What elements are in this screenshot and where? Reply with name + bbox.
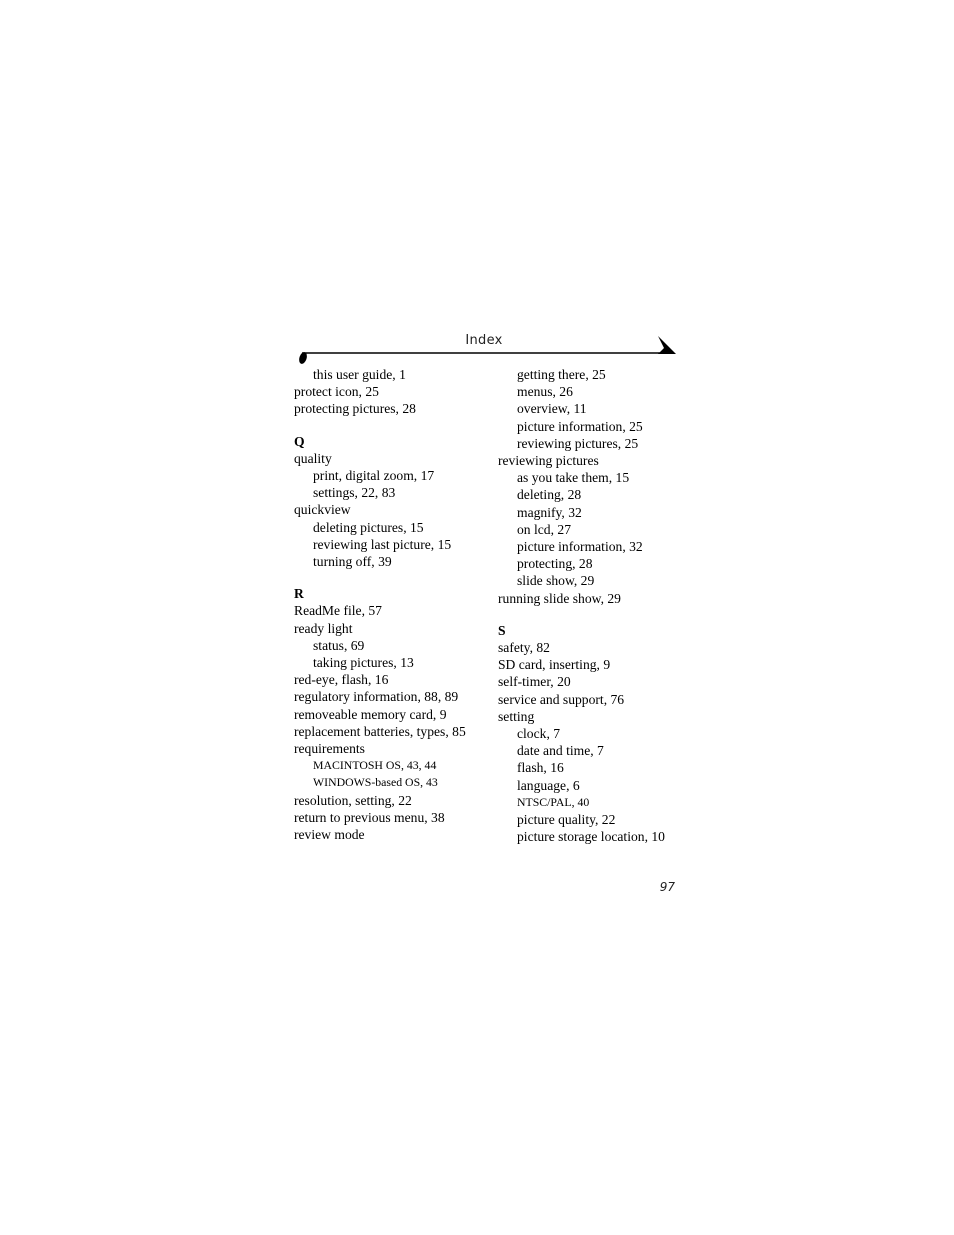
section-gap bbox=[498, 607, 698, 622]
section-gap bbox=[294, 418, 494, 433]
index-column-right bbox=[498, 366, 698, 845]
index-subentry: status, 69 bbox=[313, 637, 365, 653]
index-entry: regulatory information, 88, 89 bbox=[294, 689, 459, 705]
index-subentry: date and time, 7 bbox=[517, 743, 604, 759]
index-entry: self-timer, 20 bbox=[498, 674, 571, 690]
index-subentry: flash, 16 bbox=[517, 760, 564, 776]
index-entry: resolution, setting, 22 bbox=[294, 792, 412, 808]
index-entry: protecting pictures, 28 bbox=[294, 401, 416, 417]
index-entry: service and support, 76 bbox=[498, 691, 625, 707]
index-column-left bbox=[294, 366, 494, 843]
index-subentry: language, 6 bbox=[517, 777, 580, 793]
index-entry: ready light bbox=[294, 620, 353, 636]
index-subentry: WINDOWS-based OS, 43 bbox=[313, 775, 438, 790]
index-entry: review mode bbox=[294, 827, 365, 843]
index-subentry: on lcd, 27 bbox=[517, 521, 571, 537]
section-letter: R bbox=[294, 586, 304, 602]
index-subentry: print, digital zoom, 17 bbox=[313, 468, 435, 484]
index-subentry: overview, 11 bbox=[517, 401, 587, 417]
index-subentry: deleting, 28 bbox=[517, 487, 582, 503]
index-subentry: settings, 22, 83 bbox=[313, 485, 396, 501]
index-subentry: protecting, 28 bbox=[517, 556, 593, 572]
index-entry: removeable memory card, 9 bbox=[294, 706, 447, 722]
index-entry: reviewing pictures bbox=[498, 453, 599, 469]
page-number: 97 bbox=[659, 880, 675, 894]
index-subentry: deleting pictures, 15 bbox=[313, 519, 424, 535]
running-header-title: Index bbox=[465, 333, 503, 348]
rule-right-arrow-icon bbox=[658, 336, 676, 354]
index-subentry: clock, 7 bbox=[517, 726, 561, 742]
section-gap bbox=[294, 570, 494, 585]
section-letter: S bbox=[498, 622, 506, 638]
index-entry: return to previous menu, 38 bbox=[294, 809, 445, 825]
index-subentry: getting there, 25 bbox=[517, 367, 606, 382]
index-subentry: taking pictures, 13 bbox=[313, 655, 414, 671]
index-subentry: picture storage location, 10 bbox=[517, 829, 665, 845]
index-subentry: reviewing last picture, 15 bbox=[313, 536, 452, 552]
index-entry: requirements bbox=[294, 741, 365, 757]
index-entry: ReadMe file, 57 bbox=[294, 603, 382, 619]
index-entry: running slide show, 29 bbox=[498, 590, 621, 606]
index-entry: SD card, inserting, 9 bbox=[498, 657, 611, 673]
index-entry: protect icon, 25 bbox=[294, 384, 379, 400]
index-entry: red-eye, flash, 16 bbox=[294, 672, 389, 688]
index-subentry: picture information, 32 bbox=[517, 539, 643, 555]
index-subentry: menus, 26 bbox=[517, 384, 573, 400]
index-subentry: this user guide, 1 bbox=[313, 367, 406, 382]
index-subentry: reviewing pictures, 25 bbox=[517, 435, 639, 451]
index-subentry: NTSC/PAL, 40 bbox=[517, 794, 590, 809]
index-entry: quickview bbox=[294, 502, 351, 518]
index-entry: quality bbox=[294, 450, 332, 466]
index-entry: setting bbox=[498, 708, 535, 724]
index-subentry: turning off, 39 bbox=[313, 554, 392, 570]
header-rule bbox=[296, 333, 678, 365]
index-subentry: magnify, 32 bbox=[517, 504, 582, 520]
index-entry: safety, 82 bbox=[498, 640, 550, 656]
index-subentry: picture quality, 22 bbox=[517, 812, 616, 828]
index-subentry: picture information, 25 bbox=[517, 418, 643, 434]
index-subentry: as you take them, 15 bbox=[517, 470, 630, 486]
index-subentry: MACINTOSH OS, 43, 44 bbox=[313, 758, 437, 773]
index-entry: replacement batteries, types, 85 bbox=[294, 723, 466, 739]
index-subentry: slide show, 29 bbox=[517, 573, 595, 589]
section-letter: Q bbox=[294, 433, 305, 449]
